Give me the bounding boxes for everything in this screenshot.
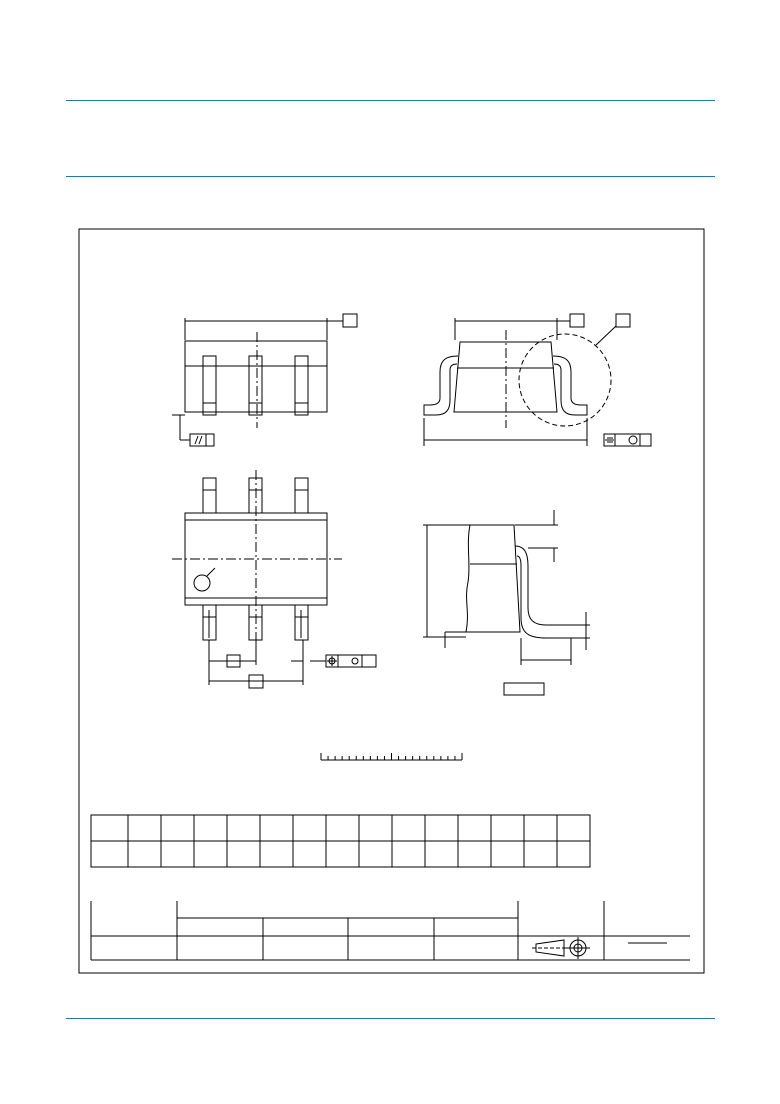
datum-box-a: [343, 314, 357, 327]
third-angle-projection-icon: [532, 937, 590, 959]
side-view: [424, 314, 651, 446]
datum-box-b: [570, 314, 584, 327]
outline-version-table: [91, 901, 690, 960]
detail-label-box: [616, 314, 630, 327]
dimension-table: [91, 815, 590, 867]
scale-bar: [321, 753, 462, 760]
detail-view: [423, 510, 590, 695]
bottom-view: [172, 470, 376, 688]
top-view: [172, 314, 357, 446]
pin1-marker: [194, 575, 210, 591]
tolerance-frame-parallel: [190, 434, 214, 446]
detail-label-frame: [504, 683, 544, 695]
